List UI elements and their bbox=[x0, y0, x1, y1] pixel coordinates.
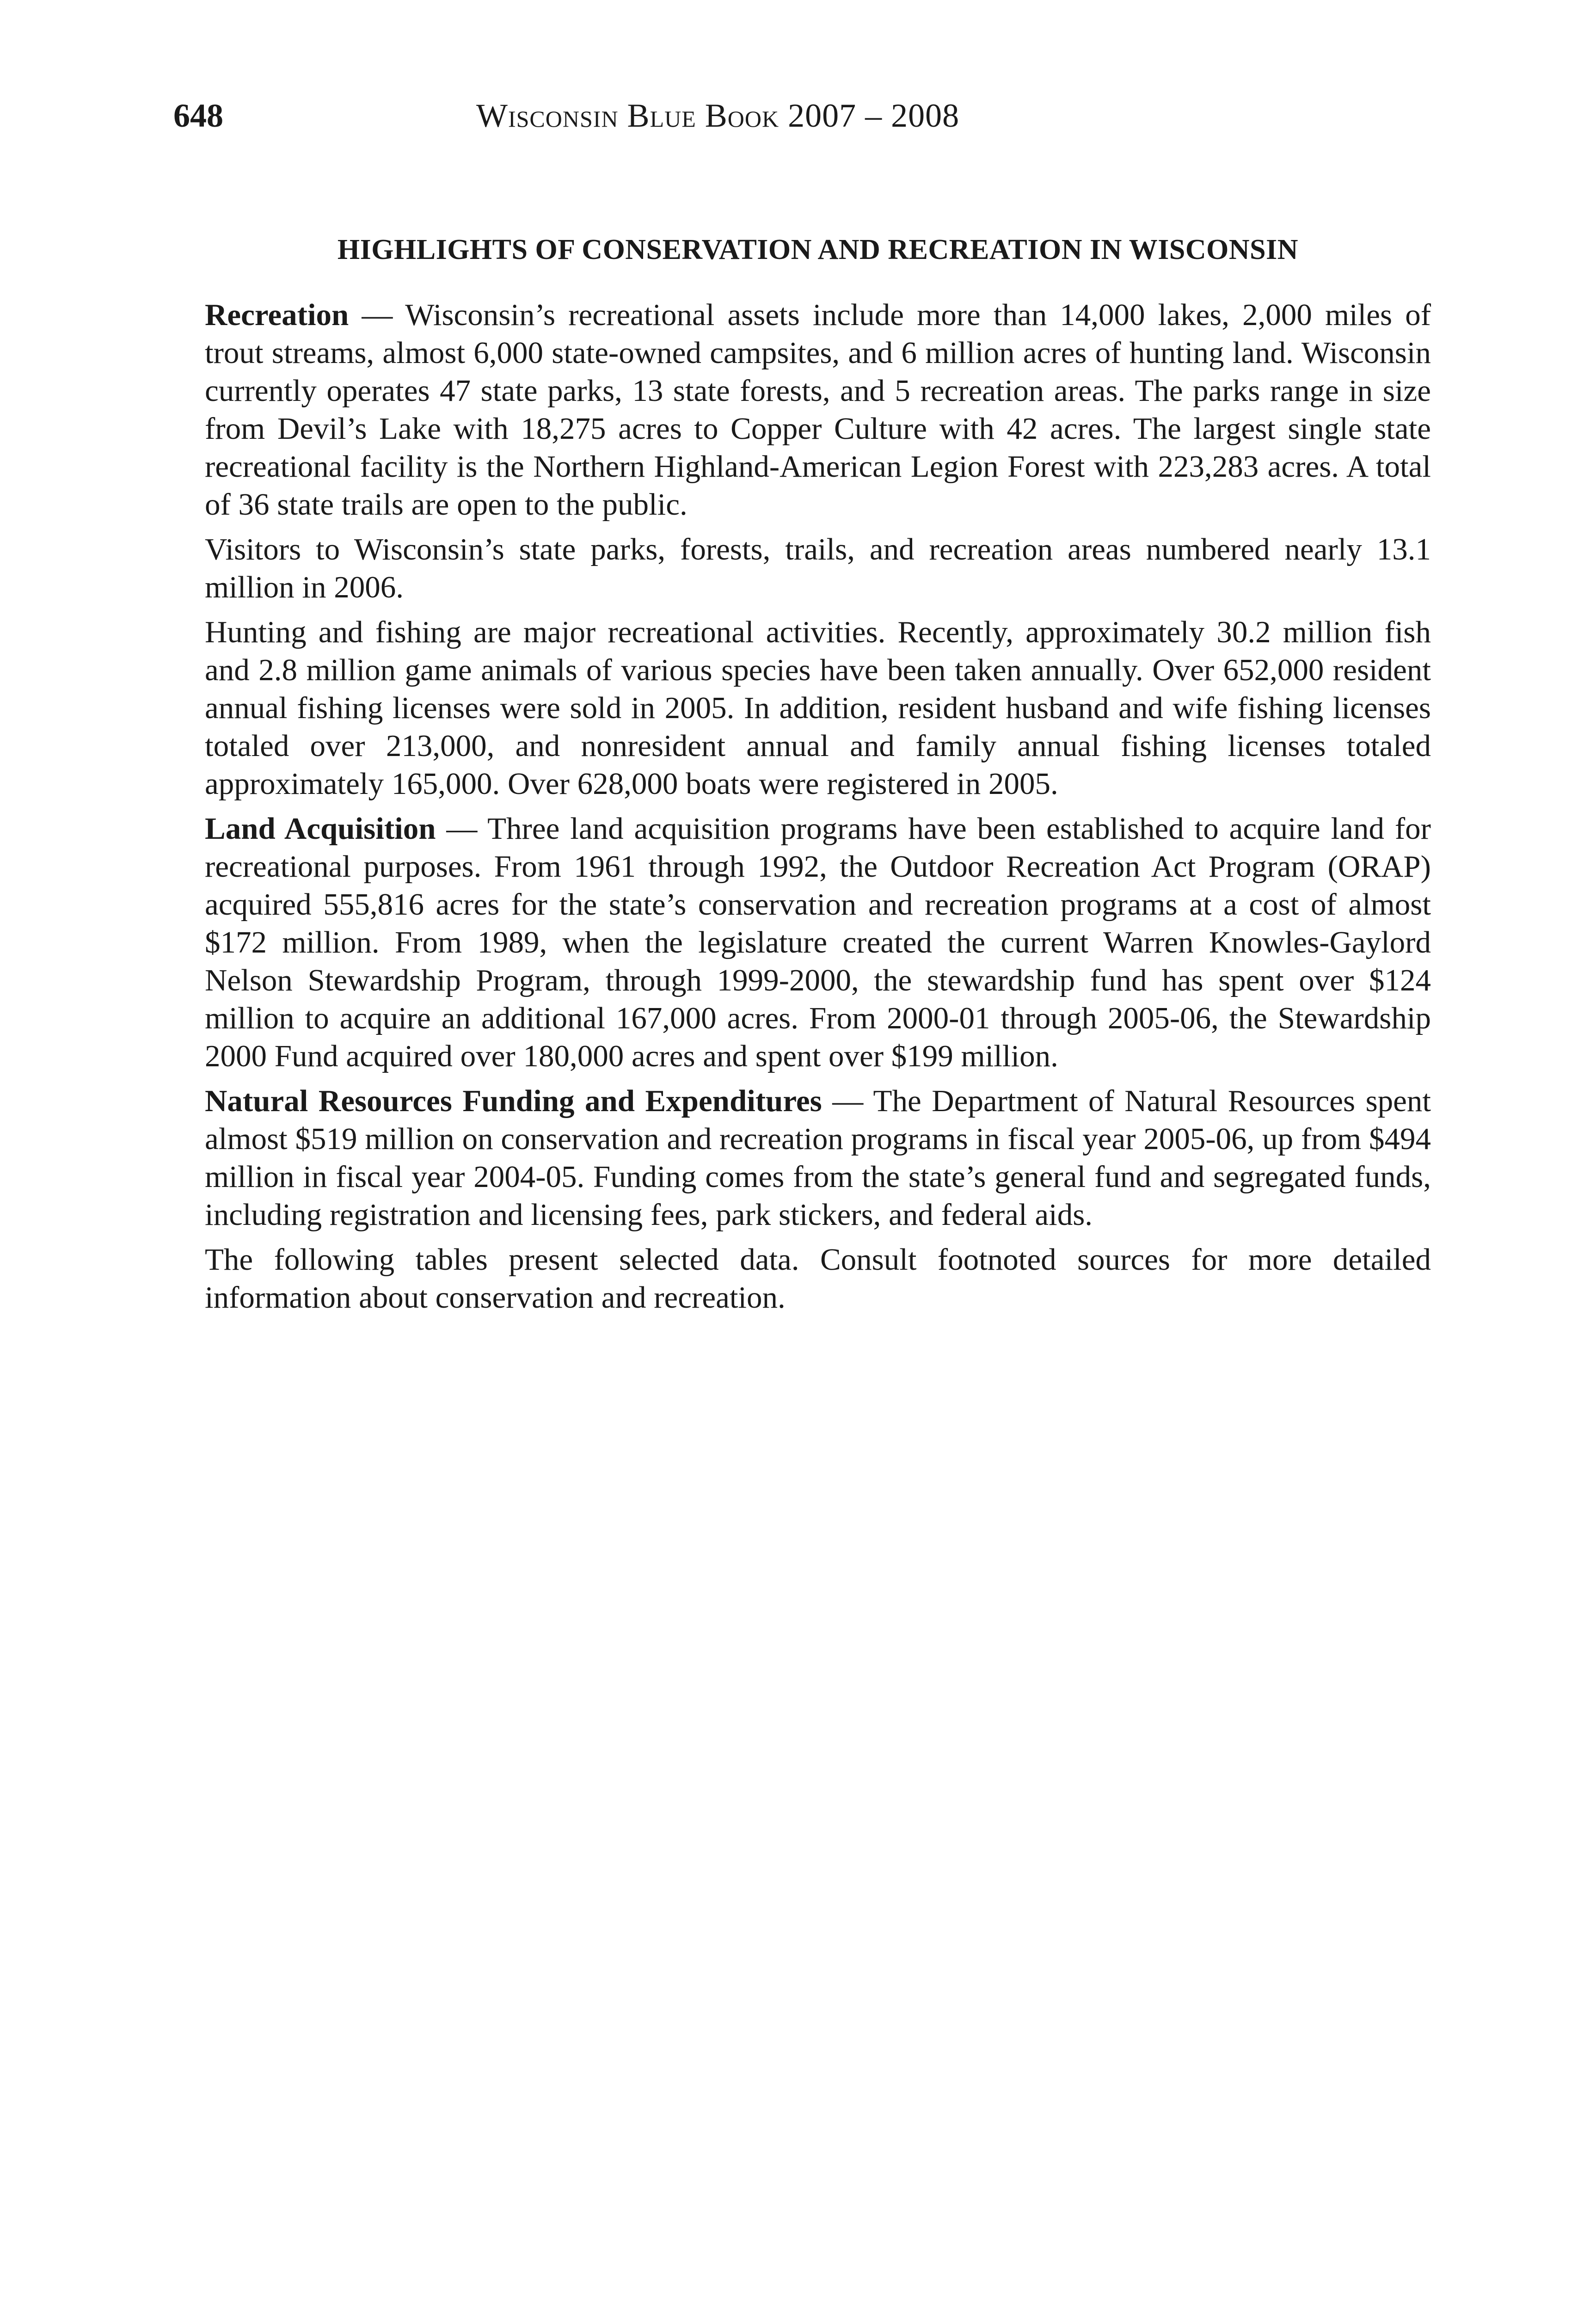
running-title: Wisconsin Blue Book 2007 – 2008 bbox=[476, 97, 960, 134]
paragraph-recreation bbox=[205, 296, 1431, 523]
section-title: HIGHLIGHTS OF CONSERVATION AND RECREATION IN WISCONSIN bbox=[337, 234, 1299, 265]
main-content bbox=[205, 231, 1431, 1323]
paragraph-hunting-fishing bbox=[205, 613, 1431, 803]
running-header bbox=[0, 95, 1596, 136]
paragraph-visitors bbox=[205, 530, 1431, 606]
paragraph-text: — Three land acquisition programs have been established to acquire land for recreational purposes. From 1961 through 1992, the Outdoor Recreation Act Program (ORAP) acquired 555,816 acres for the state’s conservation and recreation programs at a cost of almost $172 million. From 1989, when the legislature created the current Warren Knowles-Gaylord Nelson Stewardship Program, through 1999-2000, the stewardship fund has spent over $124 million to acquire an additional 167,000 acres. From 2000-01 through 2005-06, the Stewardship 2000 Fund acquired over 180,000 acres and spent over $199 million. bbox=[205, 812, 1431, 1073]
page-number: 648 bbox=[173, 97, 223, 134]
paragraph-text: — Wisconsin’s recreational assets include more than 14,000 lakes, 2,000 miles of trout streams, almost 6,000 state-owned campsites, and 6 million acres of hunting land. Wisconsin currently operates 47 state parks, 13 state forests, and 5 recreation areas. The parks range in size from Devil’s Lake with 18,275 acres to Copper Culture with 42 acres. The largest single state recreational facility is the Northern Highland-American Legion Forest with 223,283 acres. A total of 36 state trails are open to the public. bbox=[205, 298, 1431, 522]
paragraph-lead: Recreation bbox=[205, 298, 349, 332]
paragraph-land-acquisition bbox=[205, 810, 1431, 1075]
paragraph-lead: Land Acquisition bbox=[205, 812, 436, 846]
paragraph-text: The following tables present selected data. Consult footnoted sources for more detailed information about conservation and recreation. bbox=[205, 1242, 1431, 1315]
paragraph-funding bbox=[205, 1082, 1431, 1234]
paragraph-text: — The Department of Natural Resources spent almost $519 million on conservation and recreation programs in fiscal year 2005-06, up from $494 million in fiscal year 2004-05. Funding comes from the state’s general fund and segregated funds, including registration and licensing fees, park stickers, and federal aids. bbox=[205, 1084, 1431, 1232]
paragraph-text: Hunting and fishing are major recreational activities. Recently, approximately 30.2 million fish and 2.8 million game animals of various species have been taken annually. Over 652,000 resident annual fishing licenses were sold in 2005. In addition, resident husband and wife fishing licenses totaled over 213,000, and nonresident annual and family annual fishing licenses totaled approximately 165,000. Over 628,000 boats were registered in 2005. bbox=[205, 615, 1431, 801]
paragraph-text: Visitors to Wisconsin’s state parks, forests, trails, and recreation areas numbered nearly 13.1 million in 2006. bbox=[205, 532, 1431, 604]
paragraph-lead: Natural Resources Funding and Expenditures bbox=[205, 1084, 822, 1118]
paragraph-tables-note bbox=[205, 1241, 1431, 1316]
